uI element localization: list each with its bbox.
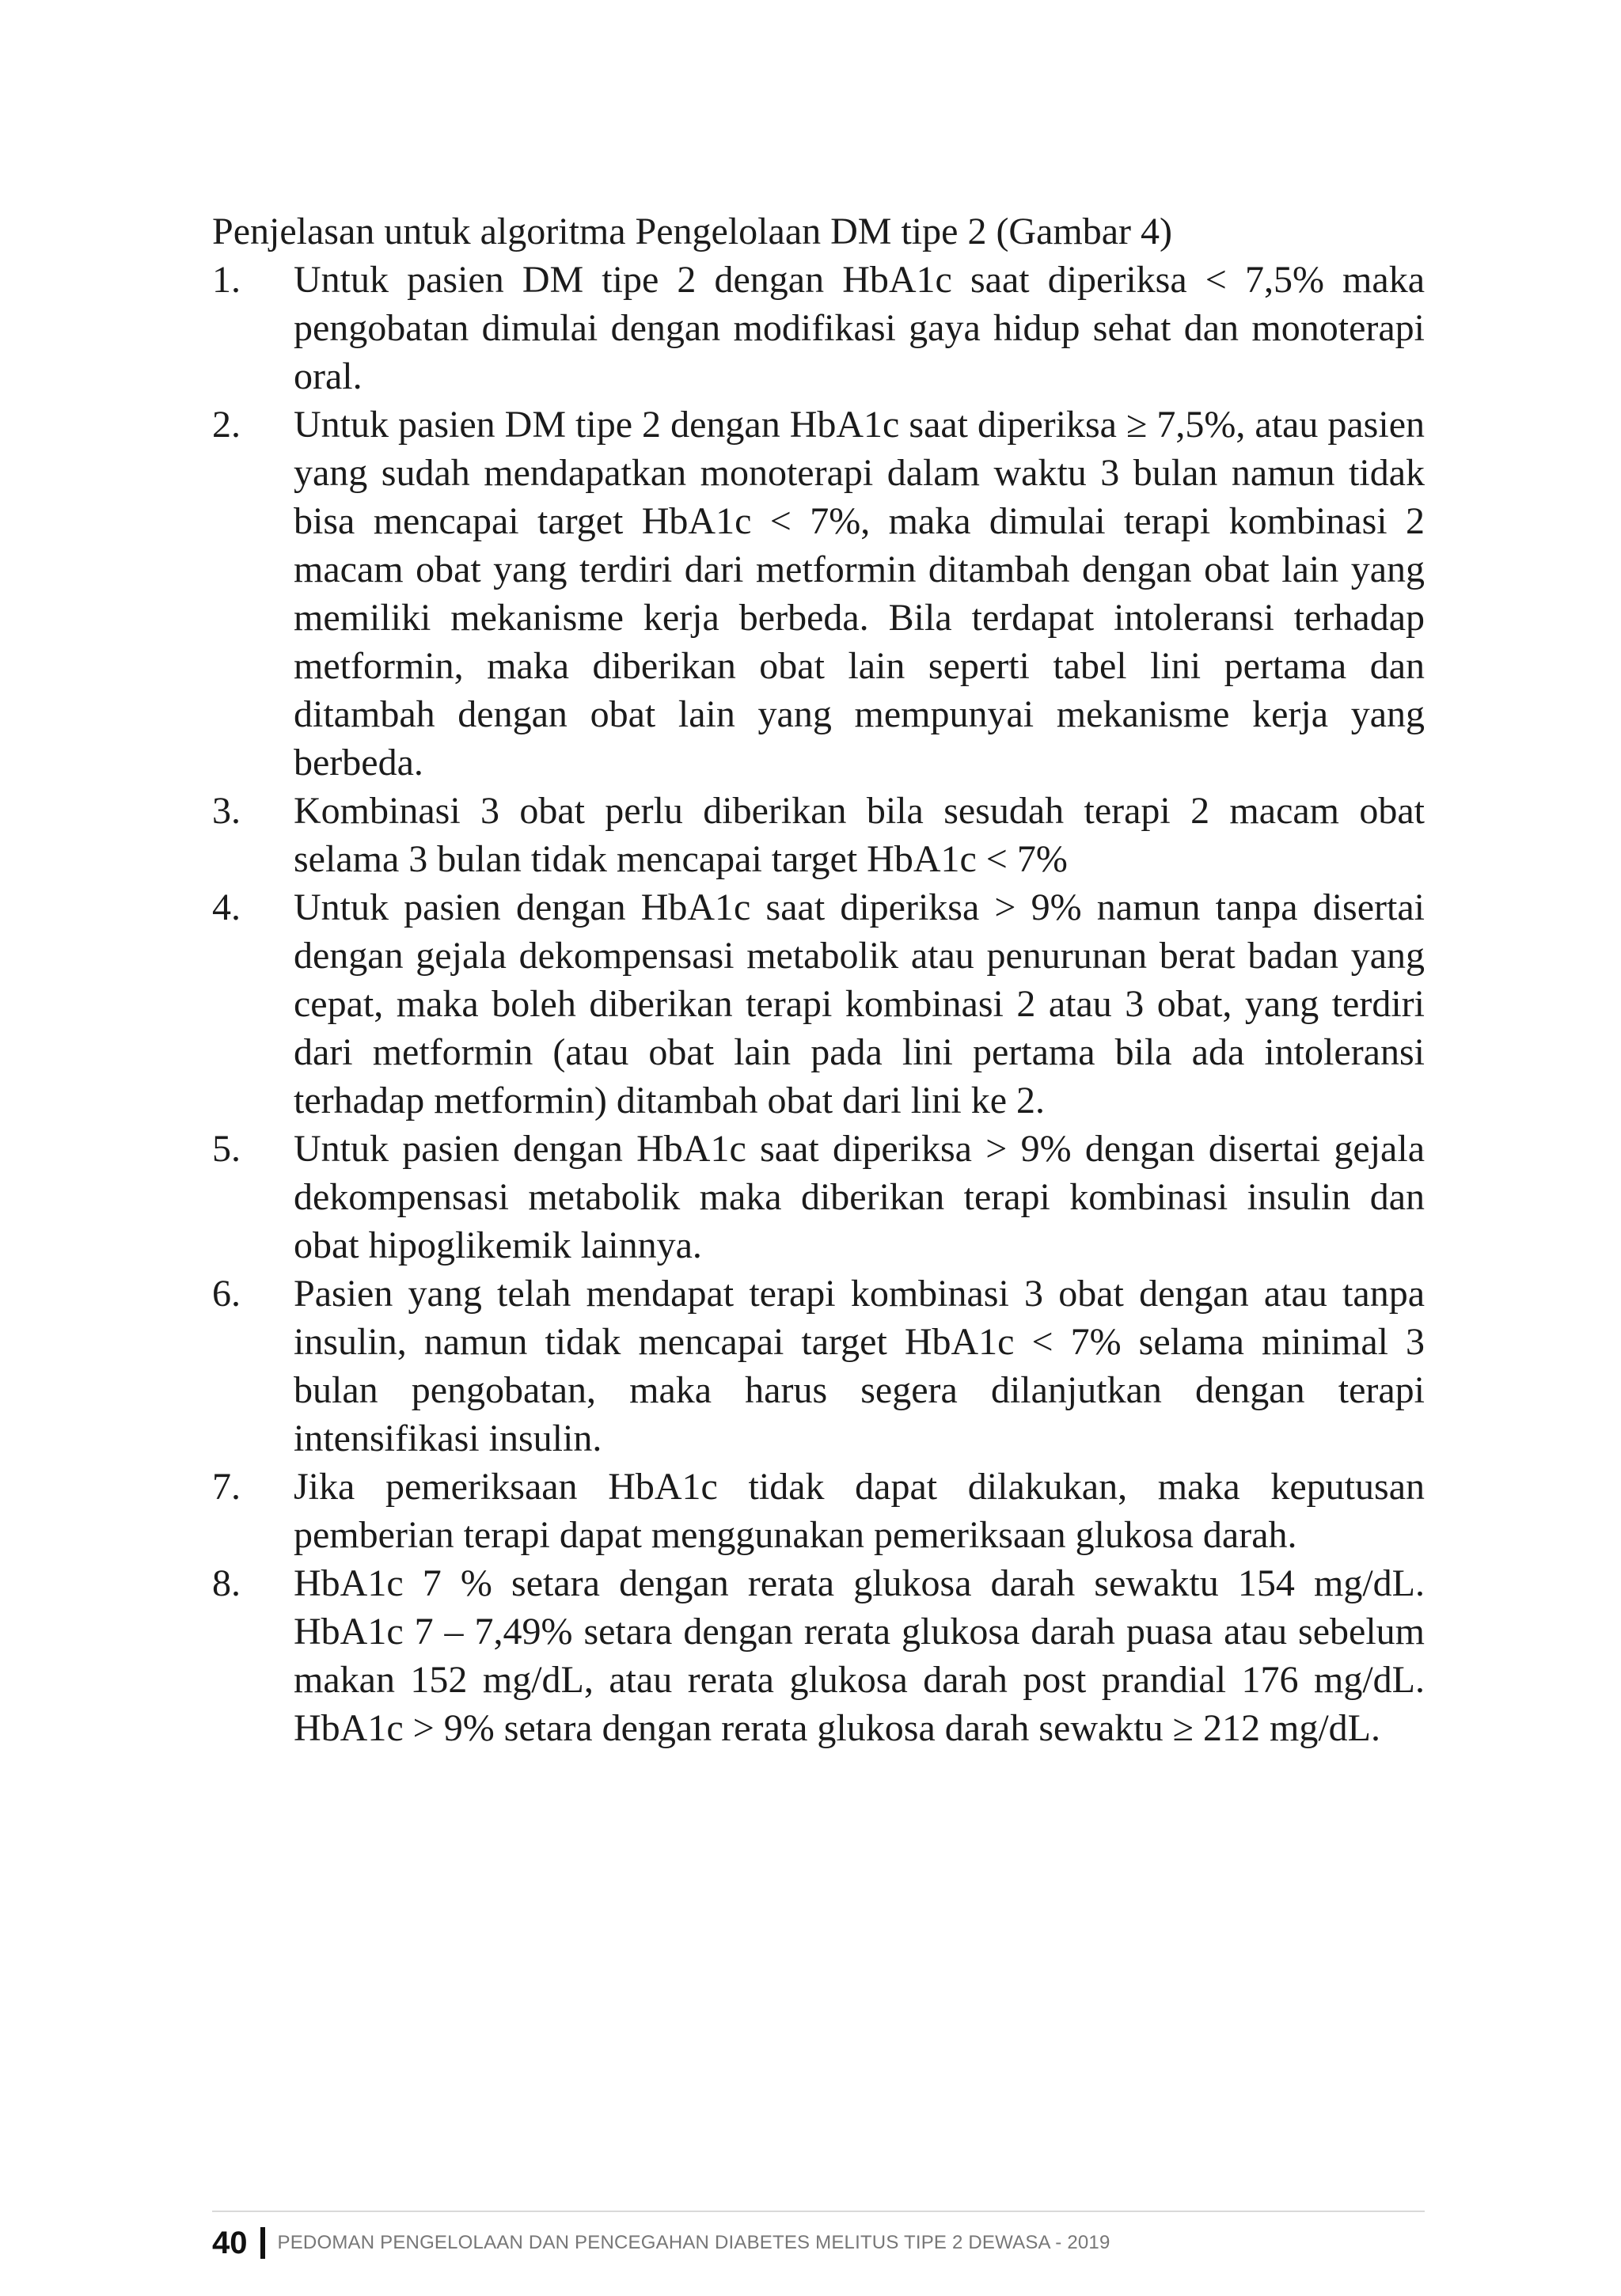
document-body — [212, 207, 1425, 1752]
item-text: Untuk pasien dengan HbA1c saat diperiksa > 9% namun tanpa disertai dengan gejala dekompensasi metabolik atau penurunan berat badan yang cepat, maka boleh diberikan terapi kombinasi 2 atau 3 obat, yang terdiri dari metformin (atau obat lain pada lini pertama bila ada intoleransi terhadap metformin) ditambah obat dari lini ke 2. — [294, 886, 1425, 1121]
item-number: 4. — [212, 886, 241, 928]
item-text: Kombinasi 3 obat perlu diberikan bila sesudah terapi 2 macam obat selama 3 bulan tidak mencapai target HbA1c < 7% — [294, 790, 1425, 880]
list-item — [212, 1269, 1425, 1463]
numbered-list — [212, 256, 1425, 1752]
footer-divider — [212, 2211, 1425, 2212]
item-text: Jika pemeriksaan HbA1c tidak dapat dilakukan, maka keputusan pemberian terapi dapat menggunakan pemeriksaan glukosa darah. — [294, 1466, 1425, 1556]
list-item — [212, 256, 1425, 400]
item-number: 7. — [212, 1466, 241, 1508]
item-text: Untuk pasien dengan HbA1c saat diperiksa > 9% dengan disertai gejala dekompensasi metabolik maka diberikan terapi kombinasi insulin dan obat hipoglikemik lainnya. — [294, 1128, 1425, 1266]
list-item — [212, 1125, 1425, 1269]
item-text: Pasien yang telah mendapat terapi kombinasi 3 obat dengan atau tanpa insulin, namun tidak mencapai target HbA1c < 7% selama minimal 3 bulan pengobatan, maka harus segera dilanjutkan dengan terapi intensifikasi insulin. — [294, 1273, 1425, 1459]
item-number: 8. — [212, 1562, 241, 1604]
list-item — [212, 400, 1425, 787]
list-item — [212, 787, 1425, 883]
item-text: Untuk pasien DM tipe 2 dengan HbA1c saat diperiksa < 7,5% maka pengobatan dimulai dengan modifikasi gaya hidup sehat dan monoterapi oral. — [294, 259, 1425, 397]
item-number: 3. — [212, 790, 241, 832]
item-number: 6. — [212, 1273, 241, 1315]
item-number: 2. — [212, 404, 241, 446]
list-item — [212, 883, 1425, 1125]
list-item — [212, 1463, 1425, 1559]
item-number: 5. — [212, 1128, 241, 1170]
item-number: 1. — [212, 259, 241, 301]
running-title: PEDOMAN PENGELOLAAN DAN PENCEGAHAN DIABETES MELITUS TIPE 2 DEWASA - 2019 — [277, 2232, 1110, 2253]
intro-text: Penjelasan untuk algoritma Pengelolaan DM tipe 2 (Gambar 4) — [212, 211, 1173, 252]
item-text: HbA1c 7 % setara dengan rerata glukosa darah sewaktu 154 mg/dL. HbA1c 7 – 7,49% setara dengan rerata glukosa darah puasa atau sebelum makan 152 mg/dL, atau rerata glukosa darah post prandial 176 mg/dL. HbA1c > 9% setara dengan rerata glukosa darah sewaktu ≥ 212 mg/dL. — [294, 1562, 1425, 1749]
list-item — [212, 1559, 1425, 1752]
item-text: Untuk pasien DM tipe 2 dengan HbA1c saat diperiksa ≥ 7,5%, atau pasien yang sudah mendapatkan monoterapi dalam waktu 3 bulan namun tidak bisa mencapai target HbA1c < 7%, maka dimulai terapi kombinasi 2 macam obat yang terdiri dari metformin ditambah dengan obat lain yang memiliki mekanisme kerja berbeda. Bila terdapat intoleransi terhadap metformin, maka diberikan obat lain seperti tabel lini pertama dan ditambah dengan obat lain yang mempunyai mekanisme kerja yang berbeda. — [294, 404, 1425, 784]
page-number: 40 — [212, 2225, 248, 2260]
page-footer — [212, 2221, 1110, 2265]
footer-separator-bar — [260, 2227, 265, 2259]
